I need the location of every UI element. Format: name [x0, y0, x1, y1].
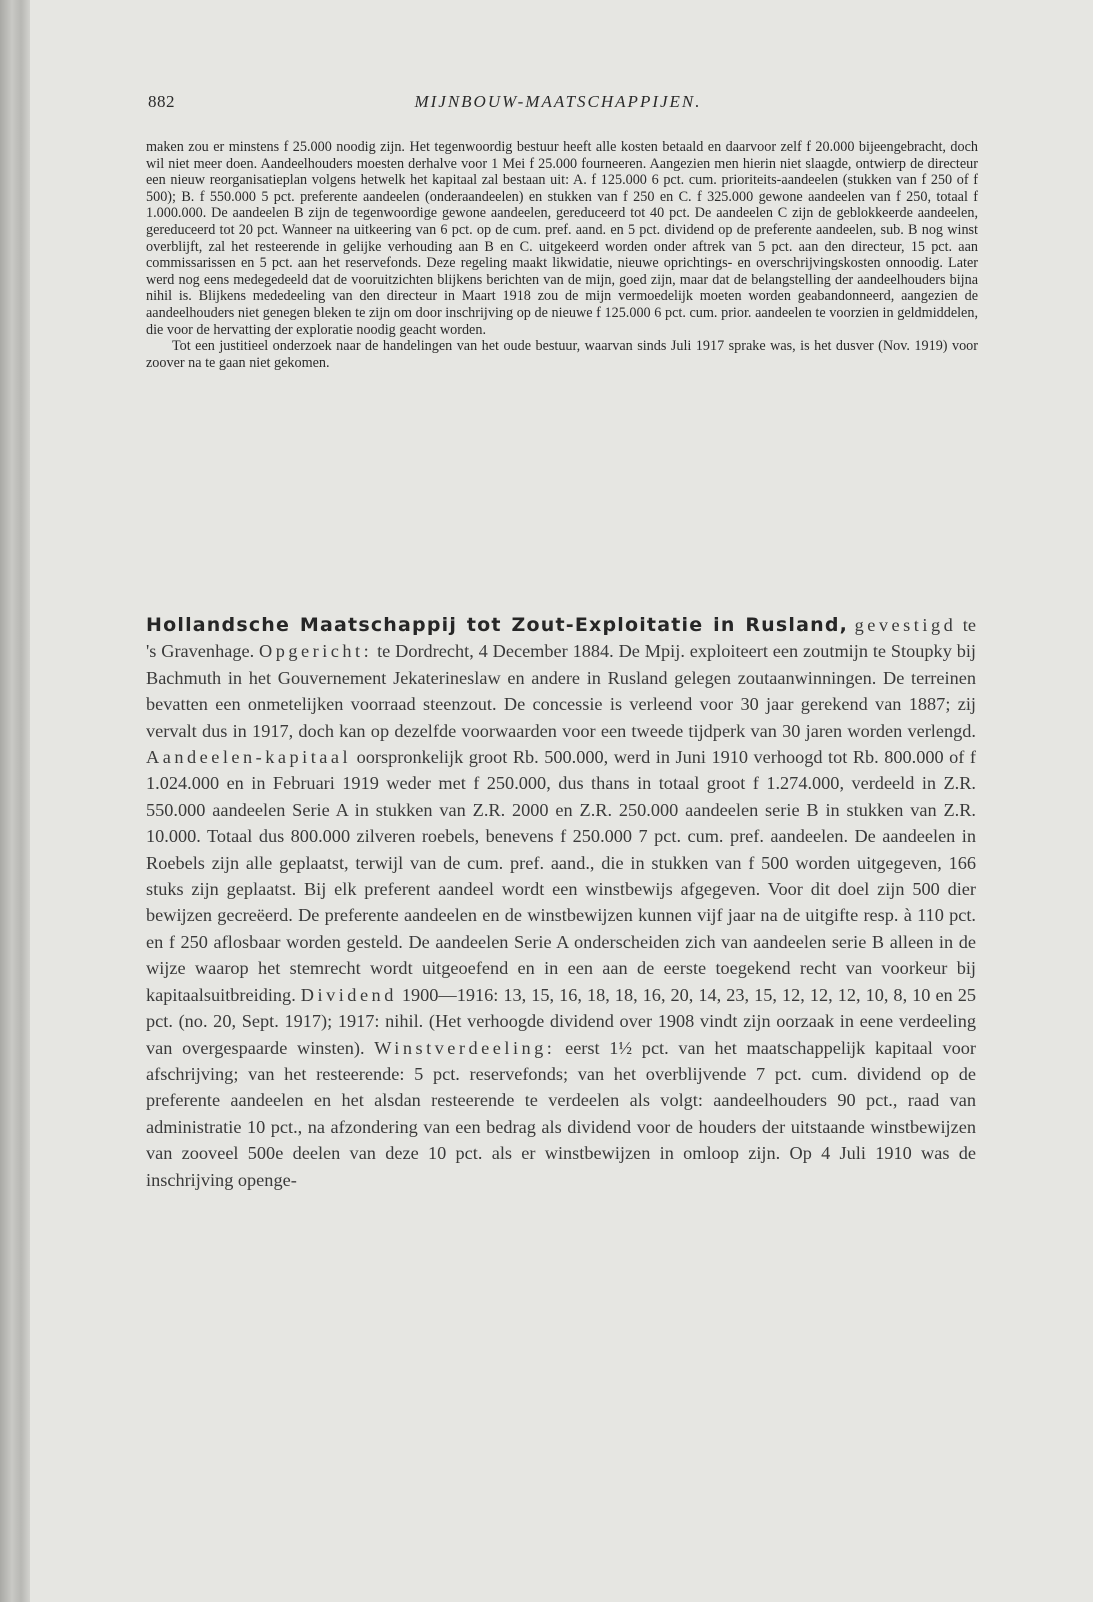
company-entry — [146, 612, 976, 1193]
label-gevestigd: gevestigd — [854, 615, 957, 635]
paragraph: Tot een justitieel onderzoek naar de handelingen van het oude bestuur, waarvan sinds Juli 1917 sprake was, is het dusver (Nov. 1919) voor zoover na te gaan niet gekomen. — [146, 338, 978, 371]
company-heading: Hollandsche Maatschappij tot Zout-Exploitatie in Rusland, — [146, 614, 849, 636]
intro-text: te Dordrecht, 4 December 1884. De Mpij. exploiteert een zoutmijn te Stoupky bij Bachmuth in het Gouvernement Jekaterineslaw en andere in Rusland gelegen zoutaanwinningen. De terreinen bevatten een onmetelijken voorraad steenzout. De concessie is verleend voor 30 jaar gerekend van 1887; zij vervalt dus in 1917, doch kan op dezelfde voorwaarden voor een tweede tijdperk van 30 jaren worden verlengd. — [146, 641, 976, 741]
label-winstverdeeling: Winstverdeeling: — [374, 1037, 556, 1058]
page-number: 882 — [148, 92, 175, 111]
winstverdeeling-text: eerst 1½ pct. van het maatschappelijk kapitaal voor afschrijving; van het resteerende: 5 pct. reservefonds; van het overblijvende 7 pct. cum. dividend op de preferente aandeelen en het alsdan resteerende te verdeelen als volgt: aandeelhouders 90 pct., raad van administratie 10 pct., na afzondering van een bedrag als dividend voor de houders der uitstaande winstbewijzen van zooveel 500e deelen van deze 10 pct. als er winstbewijzen in omloop zijn. Op 4 Juli 1910 was de inschrijving openge- — [146, 1037, 976, 1190]
label-opgericht: Opgericht: — [259, 641, 373, 662]
paragraph: maken zou er minstens f 25.000 noodig zijn. Het tegenwoordig bestuur heeft alle kosten betaald en daarvoor zelf f 20.000 bijeengebracht, doch wil niet meer doen. Aandeelhouders moesten derhalve voor 1 Mei f 25.000 fourneeren. Aangezien men hierin niet slaagde, ontwierp de directeur een nieuw reorganisatieplan volgens hetwelk het kapitaal zal bestaan uit: A. f 125.000 6 pct. cum. prioriteits-aandeelen (stukken van f 250 of f 500); B. f 550.000 5 pct. preferente aandeelen (onderaandeelen) en stukken van f 250 en C. f 325.000 gewone aandeelen van f 250, totaal f 1.000.000. De aandeelen B zijn de tegenwoordige gewone aandeelen, gereduceerd tot 40 pct. De aandeelen C zijn de geblokkeerde aandeelen, gereduceerd tot 20 pct. Wanneer na uitkeering van 6 pct. op de cum. pref. aand. en 5 pct. dividend op de preferente aandeelen, sub. B nog winst overblijft, zal het resteerende in gelijke verhouding aan B en C. uitgekeerd worden onder aftrek van 5 pct. aan den directeur, 15 pct. aan commissarissen en 5 pct. aan het reservefonds. Deze regeling maakt likwidatie, nieuwe oprichtings- en overschrijvingskosten onnoodig. Later werd nog eens medegedeeld dat de vooruitzichten blijkens berichten van de mijn, goed zijn, maar dat de belangstelling der aandeelhouders bijna nihil is. Blijkens mededeeling van den directeur in Maart 1918 zou de mijn vermoedelijk moeten worden geabandonneerd, aangezien de aandeelhouders niet genegen bleken te zijn om door inschrijving op de nieuwe f 125.000 6 pct. cum. prior. aandeelen te voorzien in geldmiddelen, die voor de hervatting der exploratie noodig geacht worden. — [146, 139, 978, 338]
location-text: te 's Gravenhage. — [146, 615, 976, 662]
label-dividend: Dividend — [300, 984, 397, 1005]
label-aandeelen-kapitaal: Aandeelen-kapitaal — [146, 747, 352, 768]
continued-article-text — [146, 139, 978, 371]
dividend-text: 1900—1916: 13, 15, 16, 18, 18, 16, 20, 14, 23, 15, 12, 12, 12, 10, 8, 10 en 25 pct. (no. 20, Sept. 1917); 1917: nihil. (Het verhoogde dividend over 1908 vindt zijn oorzaak in eene verdeeling van overgespaarde winsten). — [146, 984, 976, 1058]
book-binding-edge — [0, 0, 30, 1602]
page-header — [148, 92, 968, 122]
kapitaal-text: oorspronkelijk groot Rb. 500.000, werd in Juni 1910 verhoogd tot Rb. 800.000 of f 1.024.000 en in Februari 1919 weder met f 250.000, dus thans in totaal groot f 1.274.000, verdeeld in Z.R. 550.000 aandeelen Serie A in stukken van Z.R. 2000 en Z.R. 250.000 aandeelen serie B in stukken van Z.R. 10.000. Totaal dus 800.000 zilveren roebels, benevens f 250.000 7 pct. cum. pref. aandeelen. De aandeelen in Roebels zijn alle geplaatst, terwijl van de cum. pref. aand., die in stukken van f 500 worden uitgegeven, 166 stuks zijn geplaatst. Bij elk preferent aandeel wordt een winstbewijs afgegeven. Voor dit doel zijn 500 dier bewijzen gecreëerd. De preferente aandeelen en de winstbewijzen kunnen vijf jaar na de uitgifte resp. à 110 pct. en f 250 aflosbaar worden gesteld. De aandeelen Serie A onderscheiden zich van aandeelen serie B alleen in de wijze waarop het stemrecht wordt uitgeoefend en in een aan de eerste toegekend recht van voorkeur bij kapitaalsuitbreiding. — [146, 747, 976, 1005]
running-title: MIJNBOUW-MAATSCHAPPIJEN. — [414, 92, 702, 111]
